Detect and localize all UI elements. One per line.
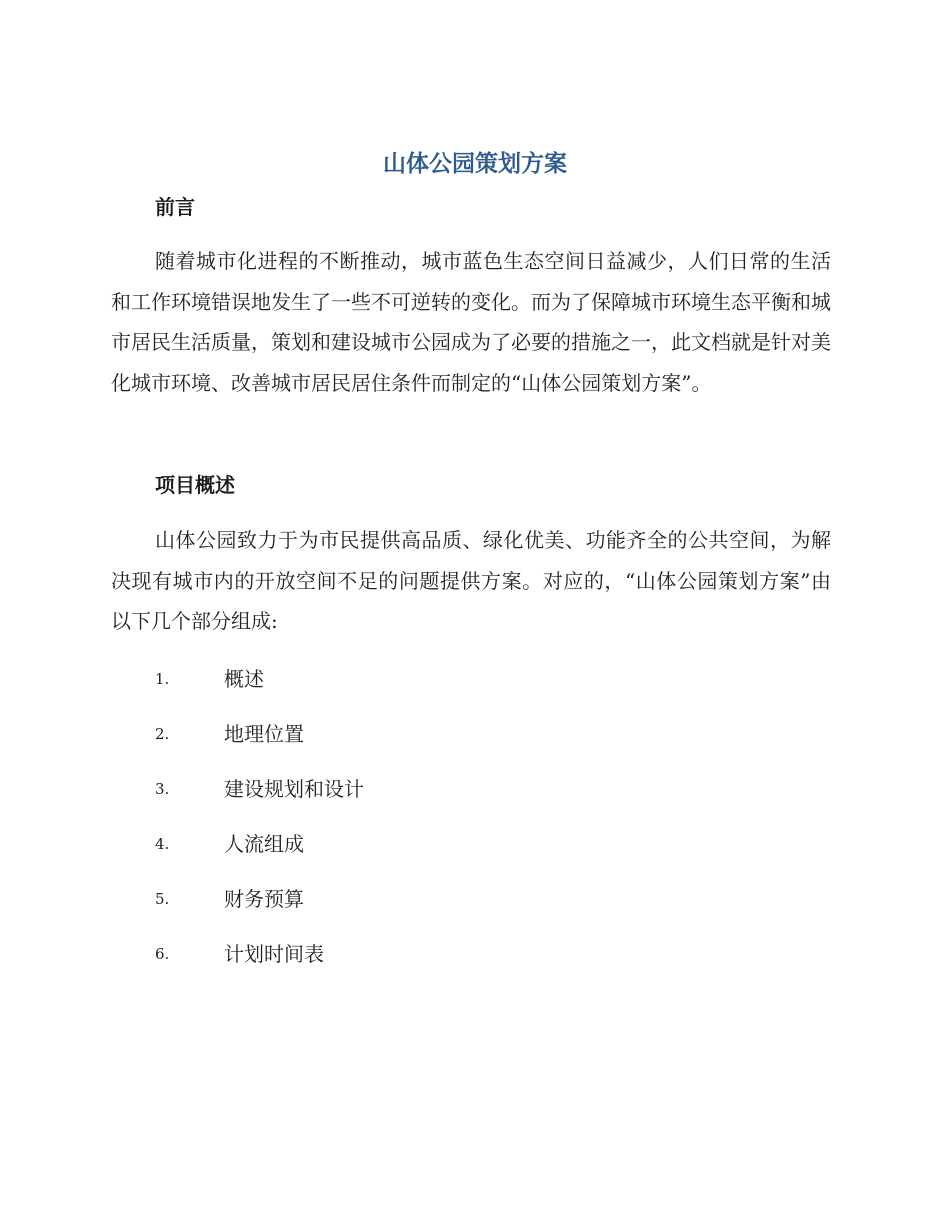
list-item-text: 计划时间表 — [224, 942, 324, 966]
list-item-number: 5. — [155, 890, 170, 908]
list-item-text: 人流组成 — [224, 832, 304, 856]
section-heading-overview: 项目概述 — [155, 473, 235, 497]
list-item — [155, 717, 655, 751]
list-item-number: 3. — [155, 780, 170, 798]
overview-paragraph: 山体公园致力于为市民提供高品质、绿化优美、功能齐全的公共空间，为解决现有城市内的开放空间不足的问题提供方案。对应的，“山体公园策划方案”由以下几个部分组成: — [111, 528, 831, 633]
section-heading-preface: 前言 — [155, 195, 195, 219]
list-item-number: 4. — [155, 835, 170, 853]
list-item — [155, 882, 655, 916]
list-item-text: 财务预算 — [224, 887, 304, 911]
list-item-number: 6. — [155, 945, 170, 963]
list-item-text: 建设规划和设计 — [224, 777, 364, 801]
document-title: 山体公园策划方案 — [383, 151, 567, 177]
list-item — [155, 827, 655, 861]
list-item — [155, 772, 655, 806]
list-item — [155, 937, 655, 971]
list-item-number: 2. — [155, 725, 170, 743]
list-item-number: 1. — [155, 670, 170, 688]
preface-paragraph: 随着城市化进程的不断推动，城市蓝色生态空间日益减少，人们日常的生活和工作环境错误地发生了一些不可逆转的变化。而为了保障城市环境生态平衡和城市居民生活质量，策划和建设城市公园成为了必要的措施之一，此文档就是针对美化城市环境、改善城市居民居住条件而制定的“山体公园策划方案”。 — [111, 249, 831, 395]
list-item-text: 概述 — [224, 667, 264, 691]
list-item — [155, 662, 655, 696]
list-item-text: 地理位置 — [224, 722, 304, 746]
